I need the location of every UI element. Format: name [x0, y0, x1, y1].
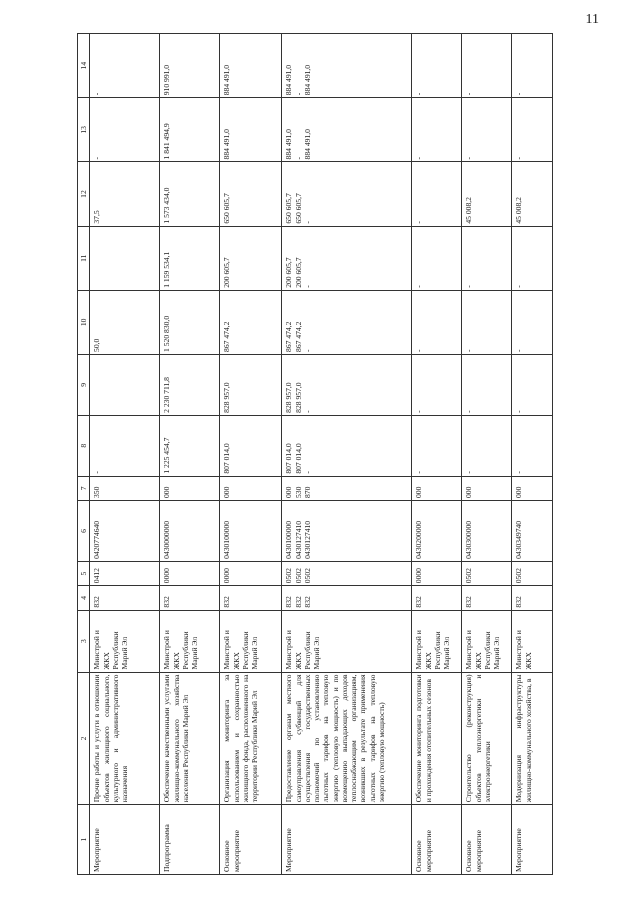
- column-header: 5: [78, 561, 90, 585]
- row-value-cell: -: [462, 290, 512, 354]
- row-value-cell: -: [512, 34, 553, 98]
- row-value-cell: 807 014,0: [220, 415, 282, 476]
- row-csr-cell: 0430200000: [412, 501, 462, 562]
- row-csr-cell: 0420774640: [90, 501, 160, 562]
- table-row: [462, 34, 512, 875]
- row-name-cell: Строительство (реконструкция) объектов теплоэнергетики и электроэнергетики: [462, 672, 512, 805]
- row-executor-cell: Минстрой и ЖКХ Республики Марий Эл: [160, 610, 220, 672]
- row-value-cell: 2 230 711,8: [160, 354, 220, 415]
- column-header: 12: [78, 162, 90, 226]
- row-value-cell: 884 491,0: [220, 98, 282, 162]
- row-value-cell: 50,0: [90, 290, 160, 354]
- row-status-cell: Основное мероприятие: [462, 805, 512, 875]
- row-executor-cell: Минстрой и ЖКХ Республики Марий Эл: [282, 610, 412, 672]
- row-value-cell: -: [412, 354, 462, 415]
- row-name-cell: Модернизация инфраструктуры жилищно-коммунального хозяйства, в: [512, 672, 553, 805]
- column-header: 8: [78, 415, 90, 476]
- row-value-cell: [90, 226, 160, 290]
- row-vr-cell: 000: [412, 476, 462, 500]
- row-grbs-cell: 832: [462, 586, 512, 610]
- row-value-cell: -: [90, 98, 160, 162]
- row-value-cell: 37,5: [90, 162, 160, 226]
- column-number-row: [78, 34, 90, 875]
- row-name-cell: Предоставление органам местного самоуправления субвенций для осуществления государственных полномочий по установлению льготных тарифов на тепловую энергию (тепловую мощность) и по возмещению выпадающих доходов теплоснабжающим организациям, возникших в результате применения льготных тарифов на тепловую энергию (тепловую мощность): [282, 672, 412, 805]
- row-vr-cell: 000: [462, 476, 512, 500]
- row-value-cell: -: [462, 98, 512, 162]
- row-rzpr-cell: 0412: [90, 561, 160, 585]
- row-grbs-cell: 832: [220, 586, 282, 610]
- row-status-cell: Основное мероприятие: [412, 805, 462, 875]
- row-value-cell: 45 008,2: [512, 162, 553, 226]
- row-value-cell: 200 605,7: [220, 226, 282, 290]
- row-value-cell: -: [412, 34, 462, 98]
- row-value-cell: -: [412, 415, 462, 476]
- row-executor-cell: Минстрой и ЖКХ Республики Марий Эл: [412, 610, 462, 672]
- row-value-cell: 828 957,0: [220, 354, 282, 415]
- row-value-cell: -: [90, 34, 160, 98]
- row-value-cell: 867 474,2 867 474,2 -: [282, 290, 412, 354]
- row-value-cell: 650 605,7: [220, 162, 282, 226]
- row-name-cell: Прочие работы и услуги в отношении объектов жилищного социального, культурного и административного назначения: [90, 672, 160, 805]
- row-rzpr-cell: 0502: [512, 561, 553, 585]
- row-vr-cell: 000 530 870: [282, 476, 412, 500]
- row-value-cell: 200 605,7 200 605,7 -: [282, 226, 412, 290]
- row-executor-cell: Минстрой и ЖКХ: [512, 610, 553, 672]
- row-status-cell: Мероприятие: [90, 805, 160, 875]
- row-csr-cell: 0430100000 0430127410 0430127410: [282, 501, 412, 562]
- column-header: 3: [78, 610, 90, 672]
- row-value-cell: -: [412, 98, 462, 162]
- row-status-cell: Подпрограмма: [160, 805, 220, 875]
- table-row: [512, 34, 553, 875]
- row-grbs-cell: 832: [90, 586, 160, 610]
- column-header: 13: [78, 98, 90, 162]
- row-value-cell: 1 225 454,7: [160, 415, 220, 476]
- row-value-cell: [90, 354, 160, 415]
- row-value-cell: 884 491,0 - 884 491,0: [282, 98, 412, 162]
- column-header: 2: [78, 672, 90, 805]
- column-header: 11: [78, 226, 90, 290]
- row-value-cell: 1 573 434,0: [160, 162, 220, 226]
- row-value-cell: 45 008,2: [462, 162, 512, 226]
- row-value-cell: 884 491,0: [220, 34, 282, 98]
- column-header: 4: [78, 586, 90, 610]
- column-header: 14: [78, 34, 90, 98]
- row-vr-cell: 000: [220, 476, 282, 500]
- budget-table: [77, 33, 553, 875]
- row-value-cell: 1 159 534,1: [160, 226, 220, 290]
- row-value-cell: -: [512, 226, 553, 290]
- row-grbs-cell: 832: [512, 586, 553, 610]
- row-vr-cell: 000: [160, 476, 220, 500]
- row-rzpr-cell: 0502: [462, 561, 512, 585]
- row-value-cell: 807 014,0 807 014,0 -: [282, 415, 412, 476]
- row-csr-cell: 0430349740: [512, 501, 553, 562]
- table-row: [282, 34, 412, 875]
- row-value-cell: 867 474,2: [220, 290, 282, 354]
- row-status-cell: Мероприятие: [512, 805, 553, 875]
- row-value-cell: -: [462, 354, 512, 415]
- row-executor-cell: Минстрой и ЖКХ Республики Марий Эл: [90, 610, 160, 672]
- row-vr-cell: 000: [512, 476, 553, 500]
- column-header: 6: [78, 501, 90, 562]
- row-value-cell: -: [462, 226, 512, 290]
- row-value-cell: -: [462, 34, 512, 98]
- column-header: 7: [78, 476, 90, 500]
- row-csr-cell: 0430300000: [462, 501, 512, 562]
- row-value-cell: -: [462, 415, 512, 476]
- row-value-cell: 1 841 494,9: [160, 98, 220, 162]
- row-value-cell: -: [412, 162, 462, 226]
- row-executor-cell: Минстрой и ЖКХ Республики Марий Эл: [462, 610, 512, 672]
- row-status-cell: Основное мероприятие: [220, 805, 282, 875]
- row-name-cell: Обеспечение мониторинга подготовки и прохождения отопительных сезонов: [412, 672, 462, 805]
- row-value-cell: -: [512, 98, 553, 162]
- row-rzpr-cell: 0502 0502 0502: [282, 561, 412, 585]
- row-grbs-cell: 832: [412, 586, 462, 610]
- row-name-cell: Организация мониторинга за использованием и сохранностью жилищного фонда, расположенного на территории Республики Марий Эл: [220, 672, 282, 805]
- column-header: 9: [78, 354, 90, 415]
- row-vr-cell: 350: [90, 476, 160, 500]
- row-value-cell: -: [512, 415, 553, 476]
- row-status-cell: Мероприятие: [282, 805, 412, 875]
- row-rzpr-cell: 0000: [160, 561, 220, 585]
- row-executor-cell: Минстрой и ЖКХ Республики Марий Эл: [220, 610, 282, 672]
- row-value-cell: 884 491,0 - 884 491,0: [282, 34, 412, 98]
- row-csr-cell: 0430000000: [160, 501, 220, 562]
- row-value-cell: -: [512, 290, 553, 354]
- row-grbs-cell: 832 832 832: [282, 586, 412, 610]
- column-header: 1: [78, 805, 90, 875]
- row-value-cell: 1 520 830,0: [160, 290, 220, 354]
- table-row: [220, 34, 282, 875]
- table-row: [412, 34, 462, 875]
- row-value-cell: 650 605,7 650 605,7 -: [282, 162, 412, 226]
- row-rzpr-cell: 0000: [220, 561, 282, 585]
- page-number: 11: [585, 12, 599, 27]
- row-csr-cell: 0430100000: [220, 501, 282, 562]
- row-value-cell: 828 957,0 828 957,0 -: [282, 354, 412, 415]
- row-value-cell: -: [412, 226, 462, 290]
- row-value-cell: -: [412, 290, 462, 354]
- table-row: [160, 34, 220, 875]
- row-value-cell: -: [90, 415, 160, 476]
- rotated-table-wrapper: [77, 33, 595, 875]
- row-name-cell: Обеспечение качественными услугами жилищно-коммунального хозяйства населения Республики Марий Эл: [160, 672, 220, 805]
- row-rzpr-cell: 0000: [412, 561, 462, 585]
- row-value-cell: 910 991,0: [160, 34, 220, 98]
- row-grbs-cell: 832: [160, 586, 220, 610]
- row-value-cell: -: [512, 354, 553, 415]
- table-row: [90, 34, 160, 875]
- column-header: 10: [78, 290, 90, 354]
